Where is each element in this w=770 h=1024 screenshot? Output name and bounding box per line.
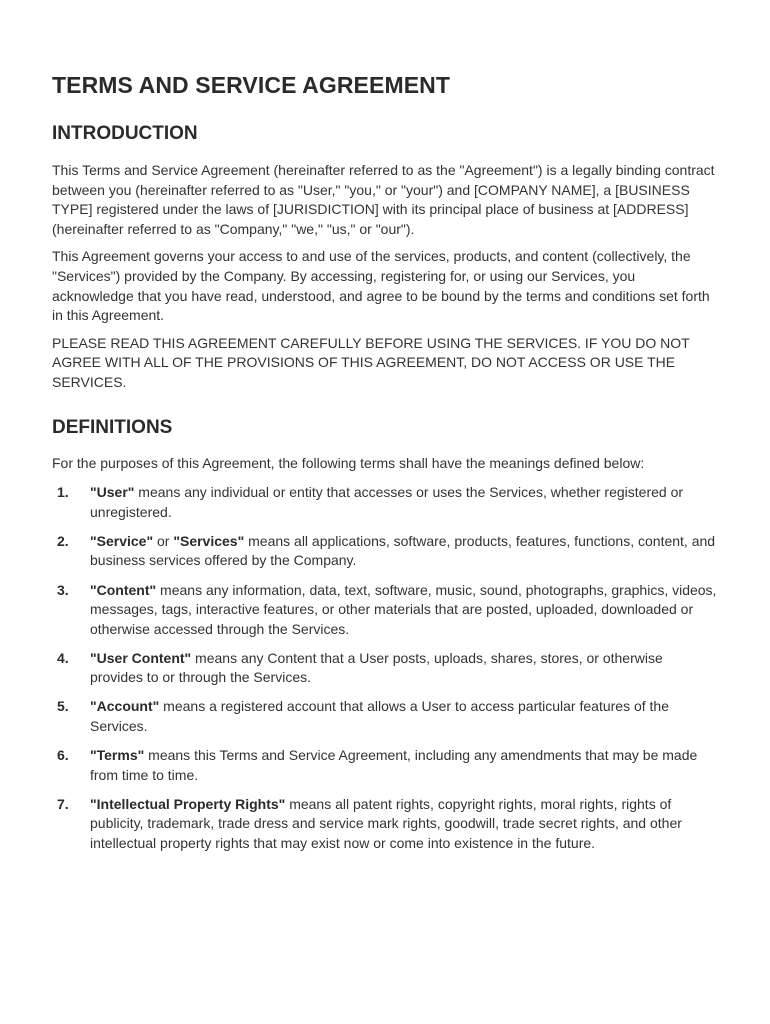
definition-item [52,581,718,640]
definition-item [52,746,718,785]
definition-item [52,795,718,854]
definition-item [52,649,718,688]
definition-body [90,795,718,854]
definition-term: "Content" [90,581,157,598]
definition-text: means a registered account that allows a User to access particular features of the Services. [90,698,669,735]
definition-number: 4. [57,649,69,666]
definition-body [90,649,718,688]
definitions-list [52,483,718,854]
definition-body [90,532,718,571]
definition-number: 1. [57,484,69,501]
document-title: TERMS AND SERVICE AGREEMENT [52,72,451,98]
definitions-intro: For the purposes of this Agreement, the following terms shall have the meanings defined below: [52,454,645,471]
definition-text: means all applications, software, products, features, functions, content, and business services offered by the Company. [90,532,716,569]
definition-text: means this Terms and Service Agreement, including any amendments that may be made from time to time. [90,747,698,783]
definition-text: means all patent rights, copyright rights, moral rights, rights of publicity, trademark, trade dress and service mark rights, goodwill, trade secret rights, and other intellectual property rights that may exist now or come into existence in the future. [90,795,682,852]
definition-number: 2. [57,532,69,549]
definition-text: means any Content that a User posts, uploads, shares, stores, or otherwise provides to or through the Services. [90,649,663,686]
definition-text: means any information, data, text, software, music, sound, photographs, graphics, videos, messages, tags, interactive features, or other materials that are posted, uploaded, downloaded or otherwise accessed through the Services. [90,581,717,637]
definition-item [52,697,718,736]
definition-body [90,746,718,785]
definition-item [52,483,718,522]
introduction-heading: INTRODUCTION [52,123,198,144]
introduction-notice: PLEASE READ THIS AGREEMENT CAREFULLY BEFORE USING THE SERVICES. IF YOU DO NOT AGREE WITH ALL OF THE PROVISIONS OF THIS AGREEMENT, DO NOT ACCESS OR USE THE SERVICES. [52,334,690,390]
definition-term: "User" [90,484,135,501]
definition-text: means any individual or entity that accesses or uses the Services, whether registered or unregistered. [90,484,684,520]
definition-number: 6. [57,747,69,764]
definition-term: "Account" [90,698,160,715]
definition-term: "Intellectual Property Rights" [90,795,286,812]
definition-term: "Terms" [90,747,145,764]
introduction-paragraph: This Terms and Service Agreement (hereinafter referred to as the "Agreement") is a legally binding contract between you (hereinafter referred to as "User," "you," or "your") and [COMPANY NAME], a [BUSINESS TYPE] registered under the laws of [JURISDICTION] with its principal place of business at [ADDRESS] (hereinafter referred to as "Company," "we," "us," or "our"). [52,162,715,237]
definition-item [52,532,718,571]
introduction-paragraph: This Agreement governs your access to and use of the services, products, and content (collectively, the "Services") provided by the Company. By accessing, registering for, or using our Services, you acknowledge that you have read, understood, and agree to be bound by the terms and conditions set forth in this Agreement. [52,248,710,324]
definition-body [90,581,718,640]
definition-term-alt: "Services" [173,532,245,549]
definition-body [90,697,718,736]
definition-term: "User Content" [90,649,192,666]
definition-number: 7. [57,795,69,812]
definition-number: 3. [57,581,69,598]
definition-body [90,483,718,522]
definition-connector: or [153,532,174,549]
definition-term: "Service" [90,532,154,549]
definitions-heading: DEFINITIONS [52,416,173,438]
definition-number: 5. [57,698,69,715]
